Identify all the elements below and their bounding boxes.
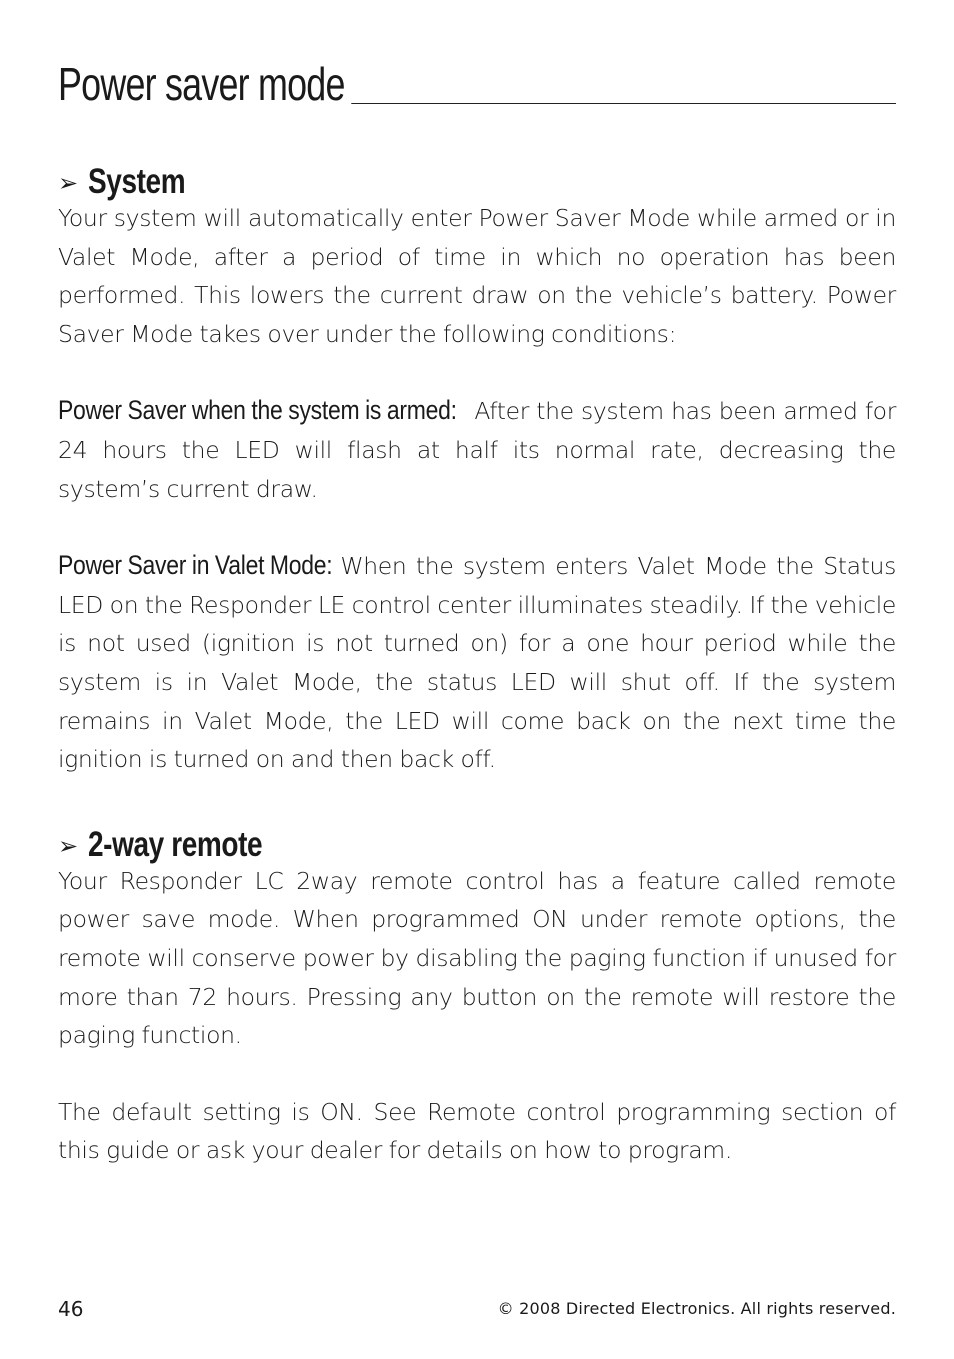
system-intro-paragraph: Your system will automatically enter Power Saver Mode while armed or in Valet Mode, after a period of time in which no operation has been performed. This lowers the current draw on the vehicle’s battery. Power Saver Mode takes over under the following conditions:	[58, 204, 896, 348]
armed-body: After the system has been armed for 24 hours the LED will flash at half its normal rate, decreasing the system’s current draw.	[58, 397, 896, 503]
armed-subheading: Power Saver when the system is armed:	[58, 395, 457, 426]
section-heading-system	[58, 155, 896, 199]
page-title: Power saver mode	[58, 61, 351, 107]
page-content	[58, 155, 896, 1170]
valet-body: When the system enters Valet Mode the Status LED on the Responder LE control center illuminates steadily. If the vehicle is not used (ignition is not turned on) for a one hour period while the system is in Valet Mode, the status LED will shut off. If the system remains in Valet Mode, the LED will come back on the next time the ignition is turned on and then back off.	[58, 552, 896, 774]
remote-paragraph-2: The default setting is ON. See Remote control programming section of this guide or ask your dealer for details on how to program.	[58, 1097, 896, 1165]
arrow-bullet-icon: ➢	[58, 169, 79, 197]
valet-subheading: Power Saver in Valet Mode:	[58, 550, 333, 581]
armed-paragraph	[58, 391, 896, 508]
section-title-system: System	[88, 162, 186, 201]
valet-paragraph	[58, 546, 896, 779]
copyright-notice: © 2008 Directed Electronics. All rights reserved.	[497, 1299, 896, 1318]
page-number: 46	[58, 1297, 84, 1321]
section-heading-remote	[58, 818, 896, 862]
page-title-rule	[58, 55, 896, 110]
remote-paragraph-1: Your Responder LC 2way remote control has a feature called remote power save mode. When programmed ON under remote options, the remote will conserve power by disabling the paging function if unused for more than 72 hours. Pressing any button on the remote will restore the paging function.	[58, 866, 896, 1050]
arrow-bullet-icon: ➢	[58, 831, 79, 860]
section-title-remote: 2-way remote	[88, 824, 263, 864]
